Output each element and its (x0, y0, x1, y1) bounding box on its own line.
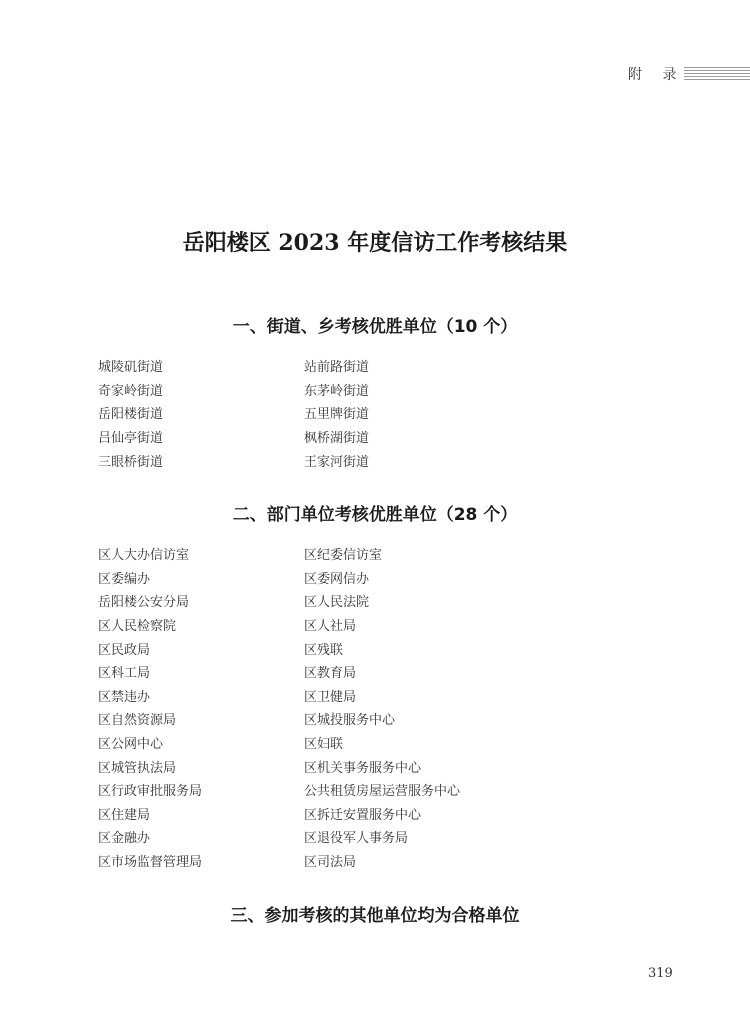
unit-name: 区公网中心 (98, 737, 164, 753)
list-row (98, 731, 658, 755)
unit-name: 区纪委信访室 (304, 548, 383, 564)
list-row (98, 754, 658, 778)
unit-name: 区委编办 (98, 571, 151, 587)
unit-name: 区市场监督管理局 (98, 855, 203, 871)
unit-name: 区自然资源局 (98, 713, 177, 729)
list-row (98, 378, 658, 402)
unit-name: 区行政审批服务局 (98, 784, 203, 800)
unit-name: 区委网信办 (304, 571, 370, 587)
unit-name: 区禁违办 (98, 689, 151, 705)
unit-name: 区人民检察院 (98, 619, 177, 635)
list-row (98, 802, 658, 826)
unit-name: 区教育局 (304, 666, 357, 682)
unit-name: 区妇联 (304, 737, 344, 753)
unit-name: 王家河街道 (304, 454, 370, 470)
unit-name: 公共租赁房屋运营服务中心 (304, 784, 461, 800)
header-decorative-lines (684, 67, 750, 81)
list-row (98, 448, 658, 472)
unit-name: 区司法局 (304, 855, 357, 871)
list-row (98, 778, 658, 802)
list-row (98, 542, 658, 566)
unit-list-2 (98, 542, 658, 872)
unit-name: 区卫健局 (304, 689, 357, 705)
list-row (98, 825, 658, 849)
list-row (98, 849, 658, 873)
unit-name: 奇家岭街道 (98, 383, 164, 399)
unit-list-1 (98, 354, 658, 472)
unit-name: 吕仙亭街道 (98, 431, 164, 447)
unit-name: 区人社局 (304, 619, 357, 635)
list-row (98, 636, 658, 660)
page-number: 319 (648, 966, 673, 981)
unit-name: 区人民法院 (304, 595, 370, 611)
list-row (98, 401, 658, 425)
section-heading-2: 二、部门单位考核优胜单位（28 个） (232, 505, 518, 525)
unit-name: 城陵矶街道 (98, 360, 164, 376)
unit-name: 区机关事务服务中心 (304, 760, 422, 776)
unit-name: 区金融办 (98, 831, 151, 847)
document-title: 岳阳楼区 2023 年度信访工作考核结果 (182, 230, 568, 256)
section-heading-1: 一、街道、乡考核优胜单位（10 个） (232, 317, 518, 337)
unit-name: 岳阳楼街道 (98, 407, 164, 423)
unit-name: 区残联 (304, 642, 344, 658)
unit-name: 站前路街道 (304, 360, 370, 376)
unit-name: 区人大办信访室 (98, 548, 190, 564)
list-row (98, 684, 658, 708)
unit-name: 区住建局 (98, 807, 151, 823)
unit-name: 区科工局 (98, 666, 151, 682)
list-row (98, 613, 658, 637)
list-row (98, 354, 658, 378)
list-row (98, 566, 658, 590)
unit-name: 五里牌街道 (304, 407, 370, 423)
list-row (98, 425, 658, 449)
unit-name: 岳阳楼公安分局 (98, 595, 190, 611)
list-row (98, 589, 658, 613)
unit-name: 区拆迁安置服务中心 (304, 807, 422, 823)
section-heading-3: 三、参加考核的其他单位均为合格单位 (230, 906, 520, 926)
unit-name: 枫桥湖街道 (304, 431, 370, 447)
unit-name: 区退役军人事务局 (304, 831, 409, 847)
unit-name: 区民政局 (98, 642, 151, 658)
unit-name: 东茅岭街道 (304, 383, 370, 399)
running-header-label: 附 录 (628, 67, 685, 83)
list-row (98, 707, 658, 731)
list-row (98, 660, 658, 684)
unit-name: 区城投服务中心 (304, 713, 396, 729)
unit-name: 区城管执法局 (98, 760, 177, 776)
unit-name: 三眼桥街道 (98, 454, 164, 470)
